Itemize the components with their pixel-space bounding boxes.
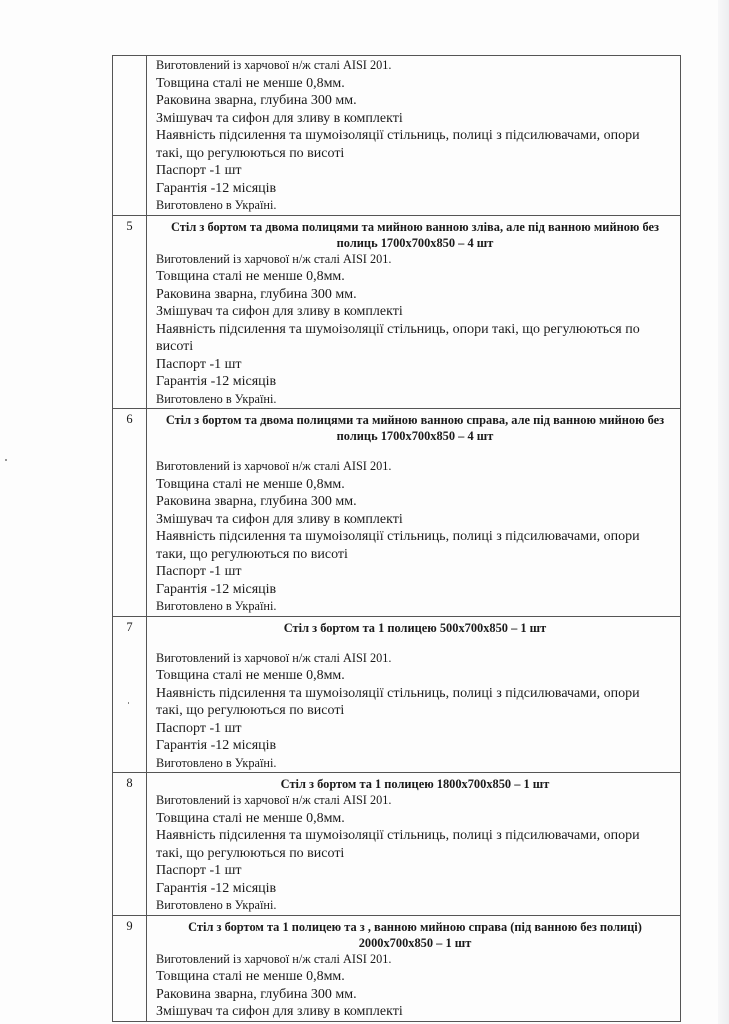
scanned-page-edge [718, 0, 729, 1024]
spec-line: Виготовлено в Україні. [156, 198, 277, 212]
spec-line: Наявність підсилення та шумоізоляції стільниць, полиці з підсилювачами, опори [156, 529, 640, 544]
spec-line: Раковина зварна, глубина 300 мм. [156, 494, 357, 509]
item-title: Стіл з бортом та 1 полицею та з , ванною мийною справа (під ванною без полиці) 2000х700х850 – 1 шт [188, 919, 642, 950]
table-row [113, 773, 681, 916]
spec-line: Виготовлено в Україні. [156, 391, 277, 406]
table-row [113, 409, 681, 617]
spec-line: такі, що регулюються по висоті [156, 845, 345, 861]
spec-line: Товщина сталі не менше 0,8мм. [156, 969, 345, 984]
spec-line: Паспорт -1 шт [156, 720, 242, 736]
spec-line: Виготовлений із харчової н/ж сталі AISI 201. [156, 459, 392, 473]
spec-line: такі, що регулюються по висоті [156, 145, 345, 161]
spec-line: Паспорт -1 шт [156, 163, 242, 178]
spec-line: Наявність підсилення та шумоізоляції стільниць, полиці з підсилювачами, опори [156, 828, 640, 843]
spec-line: Виготовлений із харчової н/ж сталі AISI 201. [156, 251, 392, 266]
item-title: Стіл з бортом та двома полицями та мийною ванною справа, але під ванною мийною без полиць 1700х700х850 – 4 шт [165, 413, 665, 443]
spec-line: висоті [156, 339, 194, 354]
spec-line: Товщина сталі не менше 0,8мм. [156, 668, 345, 683]
spec-line: Гарантія -12 місяців [156, 738, 277, 753]
spec-line: Змішувач та сифон для зливу в комплекті [156, 304, 403, 319]
spec-line: Наявність підсилення та шумоізоляції стільниць, полиці з підсилювачами, опори [156, 128, 640, 143]
spec-line: Наявність підсилення та шумоізоляції стільниць, опори такі, що регулюються по [156, 321, 640, 337]
row-number: 7 [113, 616, 147, 773]
spec-line: Товщина сталі не менше 0,8мм. [156, 476, 345, 492]
spec-line: Виготовлено в Україні. [156, 898, 277, 912]
spec-line: Товщина сталі не менше 0,8мм. [156, 810, 345, 826]
row-number [113, 56, 147, 216]
spec-line: Паспорт -1 шт [156, 356, 242, 372]
row-number: 5 [113, 215, 147, 409]
item-title: Стіл з бортом та 1 полицею 500х700х850 – 1 шт [283, 620, 547, 635]
spec-line: Товщина сталі не менше 0,8мм. [156, 269, 345, 284]
item-title: Стіл з бортом та двома полицями та мийною ванною зліва, але під ванною мийною без полиць 1700х700х850 – 4 шт [171, 219, 659, 250]
row-number: 8 [113, 773, 147, 916]
spacer [156, 444, 676, 458]
row-content [147, 409, 681, 617]
scan-speck [5, 459, 7, 461]
spec-line: Виготовлений із харчової н/ж сталі AISI 201. [156, 650, 392, 665]
spec-line: Наявність підсилення та шумоізоляції стільниць, полиці з підсилювачами, опори [156, 685, 640, 701]
spec-line: Змішувач та сифон для зливу в комплекті [156, 1004, 403, 1019]
spec-line: Змішувач та сифон для зливу в комплекті [156, 511, 403, 527]
spec-line: Виготовлений із харчової н/ж сталі AISI 201. [156, 793, 392, 807]
row-content [147, 215, 681, 409]
spec-line: Гарантія -12 місяців [156, 374, 277, 389]
spec-line: Гарантія -12 місяців [156, 880, 277, 896]
item-title: Стіл з бортом та 1 полицею 1800х700х850 – 1 шт [280, 777, 550, 791]
row-content [147, 56, 681, 216]
spec-line: Паспорт -1 шт [156, 564, 242, 579]
specification-table [112, 55, 681, 1022]
table-row [113, 56, 681, 216]
spec-line: Виготовлено в Україні. [156, 599, 277, 613]
spec-line: Раковина зварна, глубина 300 мм. [156, 986, 357, 1002]
spec-line: Виготовлено в Україні. [156, 755, 277, 770]
spec-line: Раковина зварна, глубина 300 мм. [156, 93, 357, 108]
spec-line: Паспорт -1 шт [156, 863, 242, 878]
spec-line: такі, що регулюються по висоті [156, 703, 345, 718]
spec-line: Виготовлений із харчової н/ж сталі AISI 201. [156, 951, 392, 966]
row-content [147, 773, 681, 916]
row-content [147, 915, 681, 1021]
row-number: 9 [113, 915, 147, 1021]
spec-line: Виготовлений із харчової н/ж сталі AISI 201. [156, 58, 392, 72]
spec-line: Раковина зварна, глубина 300 мм. [156, 286, 357, 302]
spacer [156, 636, 676, 650]
table-row [113, 616, 681, 773]
spec-line: Гарантія -12 місяців [156, 581, 277, 597]
spec-line: таки, що регулюються по висоті [156, 546, 348, 562]
row-number: 6 [113, 409, 147, 617]
spec-line: Товщина сталі не менше 0,8мм. [156, 75, 345, 91]
spec-line: Змішувач та сифон для зливу в комплекті [156, 110, 403, 126]
table-row [113, 915, 681, 1021]
row-content [147, 616, 681, 773]
spec-line: Гарантія -12 місяців [156, 180, 277, 196]
table-row [113, 215, 681, 409]
